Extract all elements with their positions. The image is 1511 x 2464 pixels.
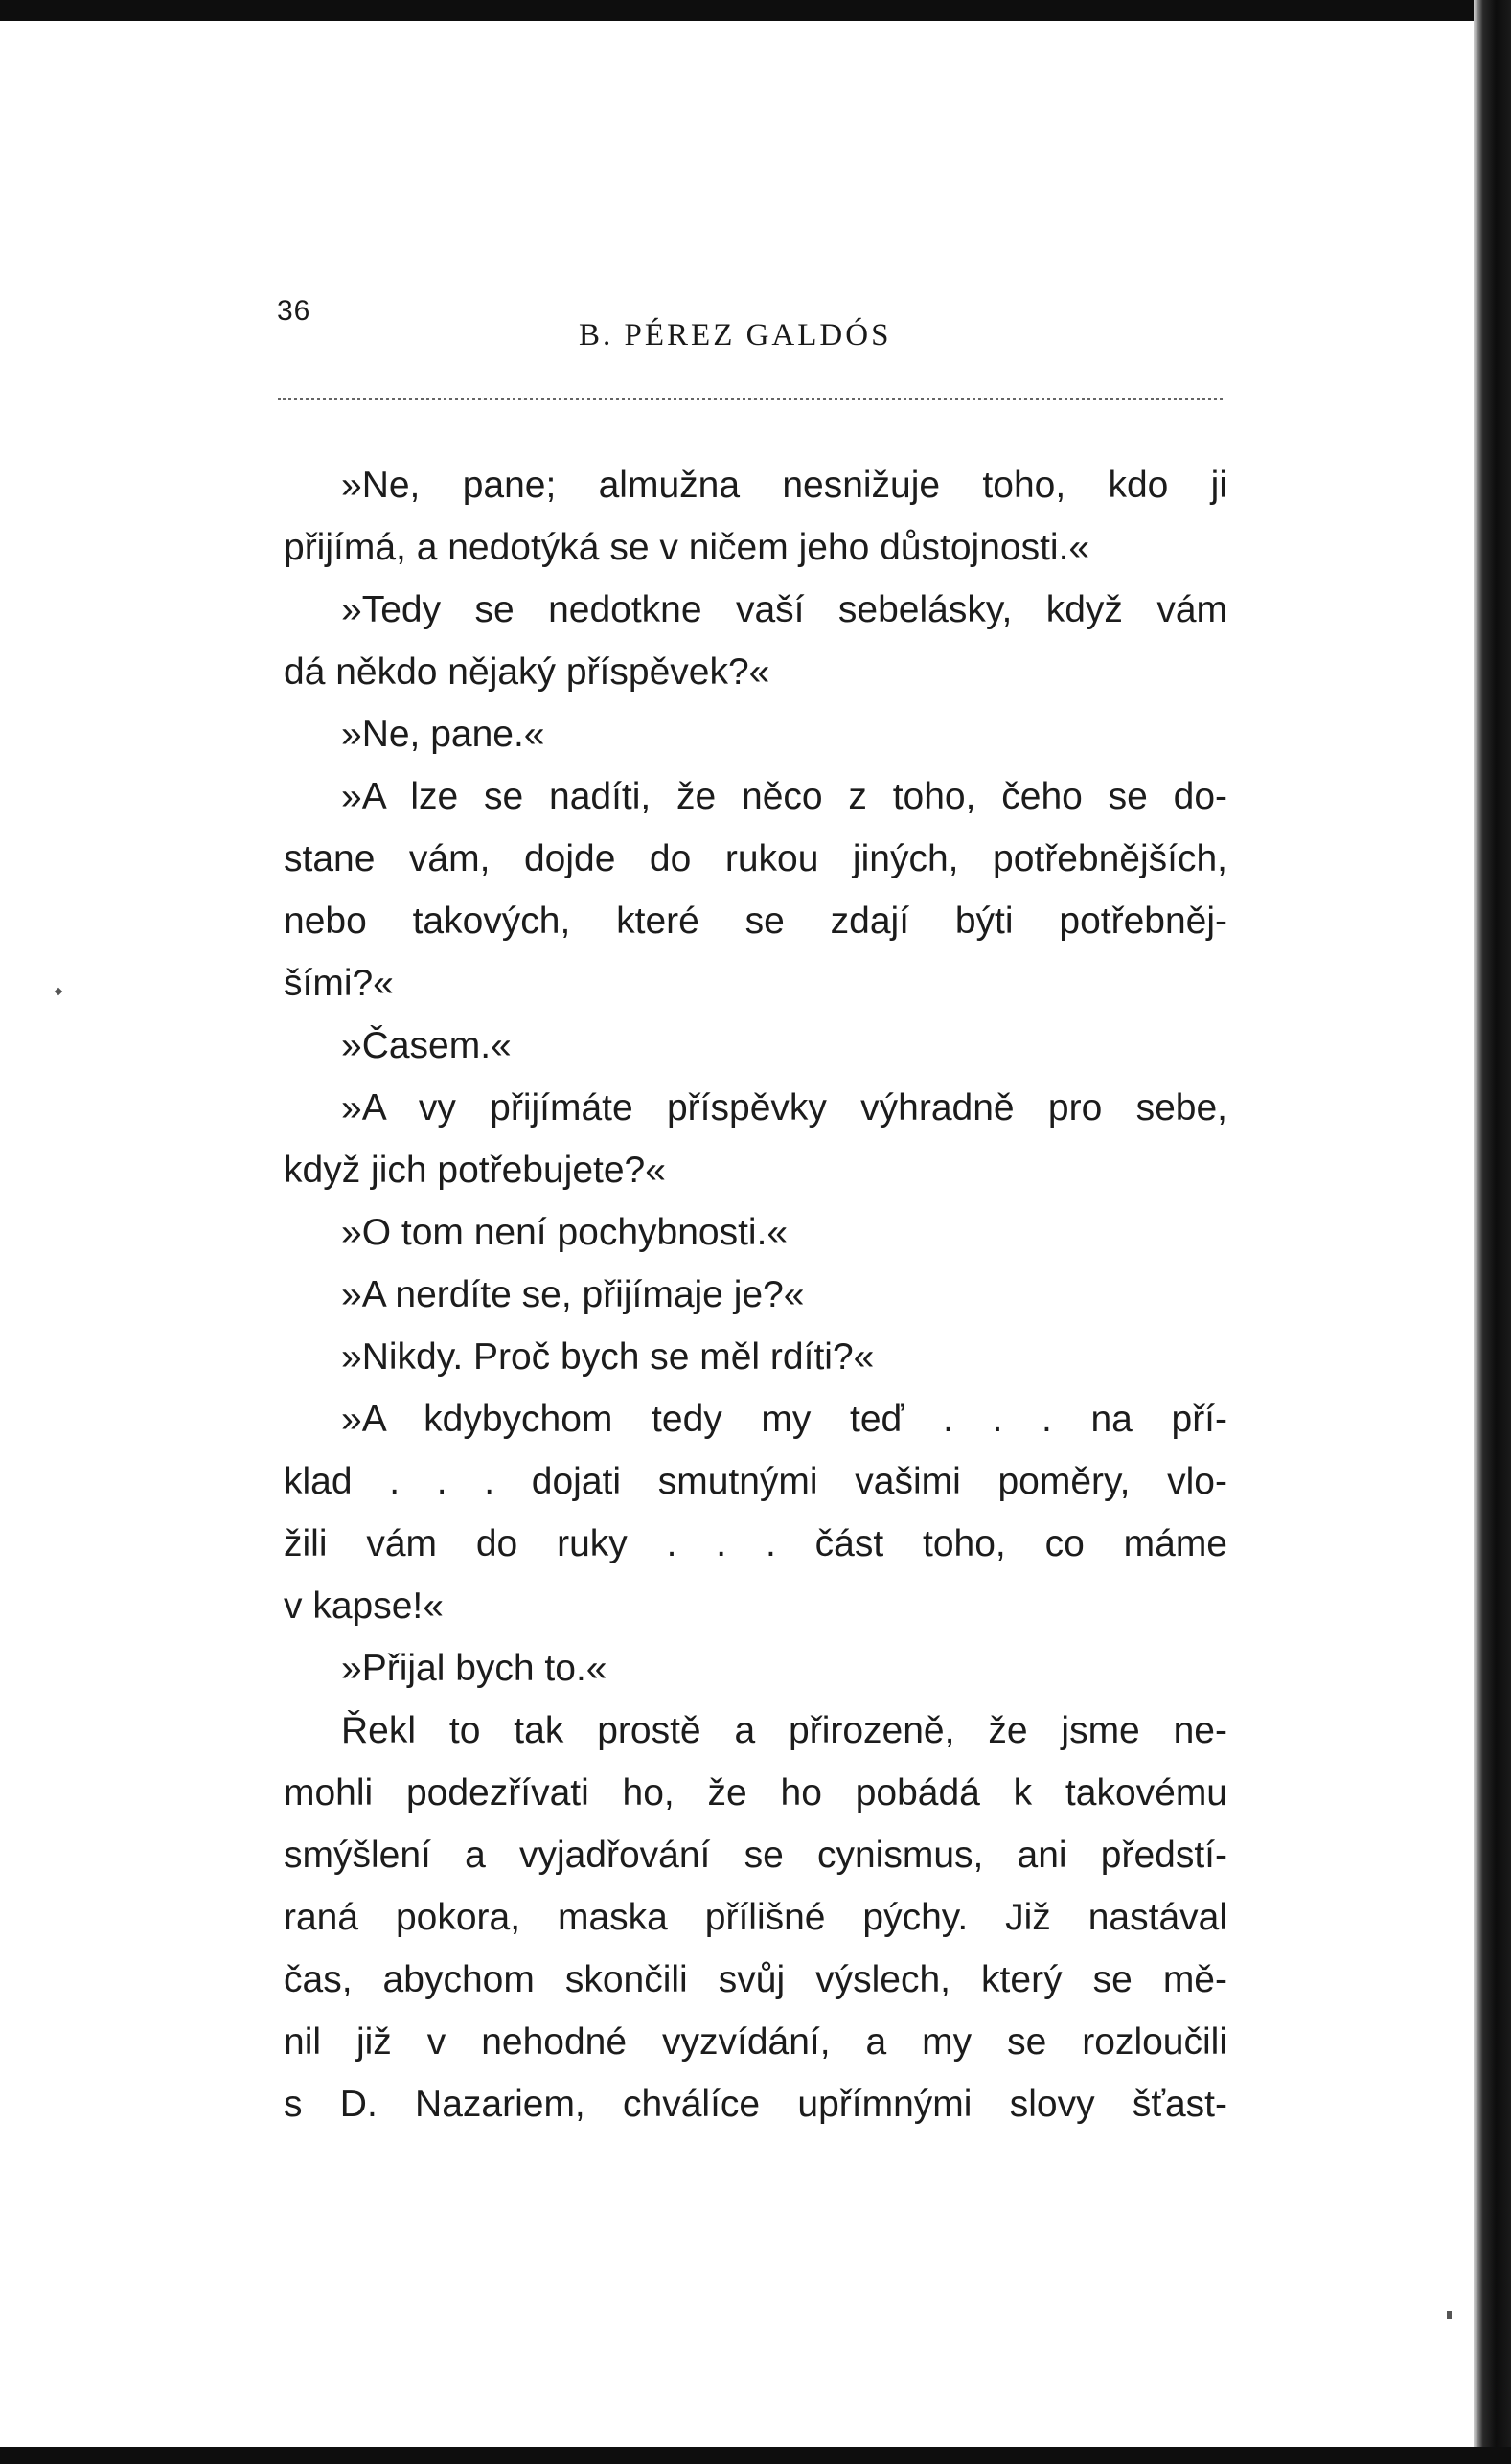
text-line: »A lze se nadíti, že něco z toho, čeho se do- — [341, 776, 1227, 817]
text-line: raná pokora, maska přílišné pýchy. Již nastával — [284, 1897, 1227, 1938]
text-line: přijímá, a nedotýká se v ničem jeho důstojnosti.« — [284, 527, 1090, 568]
text-line: šími?« — [284, 963, 394, 1004]
text-line: nil již v nehodné vyzvídání, a my se rozloučili — [284, 2021, 1227, 2063]
book-page — [0, 21, 1483, 2447]
text-line: stane vám, dojde do rukou jiných, potřebnějších, — [284, 838, 1227, 879]
text-line: »Nikdy. Proč bych se měl rdíti?« — [341, 1336, 875, 1378]
text-line: v kapse!« — [284, 1586, 444, 1627]
page-number: 36 — [277, 295, 311, 327]
text-line: když jich potřebujete?« — [284, 1150, 666, 1191]
text-line: »A vy přijímáte příspěvky výhradně pro sebe, — [341, 1087, 1227, 1129]
scan-speck — [1447, 2311, 1452, 2319]
text-line: »O tom není pochybnosti.« — [341, 1212, 789, 1253]
text-line: Řekl to tak prostě a přirozeně, že jsme ne- — [341, 1710, 1227, 1751]
header-rule — [278, 398, 1223, 400]
scan-bottom-edge — [0, 2447, 1511, 2464]
text-line: »Přijal bych to.« — [341, 1648, 607, 1689]
body-text — [284, 454, 1227, 2135]
text-line: dá někdo nějaký příspěvek?« — [284, 651, 770, 693]
text-line: »Časem.« — [341, 1025, 512, 1066]
scan-top-edge — [0, 0, 1511, 21]
text-line: nebo takových, které se zdají býti potřebněj- — [284, 901, 1227, 942]
running-head: B. PÉREZ GALDÓS — [579, 318, 892, 353]
text-line: smýšlení a vyjadřování se cynismus, ani předstí- — [284, 1835, 1227, 1876]
text-line: mohli podezřívati ho, že ho pobádá k takovému — [284, 1772, 1227, 1814]
text-line: »A kdybychom tedy my teď . . . na pří- — [341, 1399, 1227, 1440]
text-line: žili vám do ruky . . . část toho, co máme — [284, 1523, 1227, 1564]
text-line: »Tedy se nedotkne vaší sebelásky, když vám — [341, 589, 1227, 630]
text-line: »A nerdíte se, přijímaje je?« — [341, 1274, 805, 1315]
page-binding-edge — [1474, 0, 1511, 2464]
text-line: s D. Nazariem, chválíce upřímnými slovy šťast- — [284, 2084, 1227, 2125]
text-line: klad . . . dojati smutnými vašimi poměry, vlo- — [284, 1461, 1227, 1502]
text-line: »Ne, pane; almužna nesnižuje toho, kdo ji — [341, 465, 1227, 506]
text-line: čas, abychom skončili svůj výslech, který se mě- — [284, 1959, 1227, 2000]
text-line: »Ne, pane.« — [341, 714, 545, 755]
page-header — [0, 21, 1483, 404]
scan-speck — [55, 988, 62, 995]
